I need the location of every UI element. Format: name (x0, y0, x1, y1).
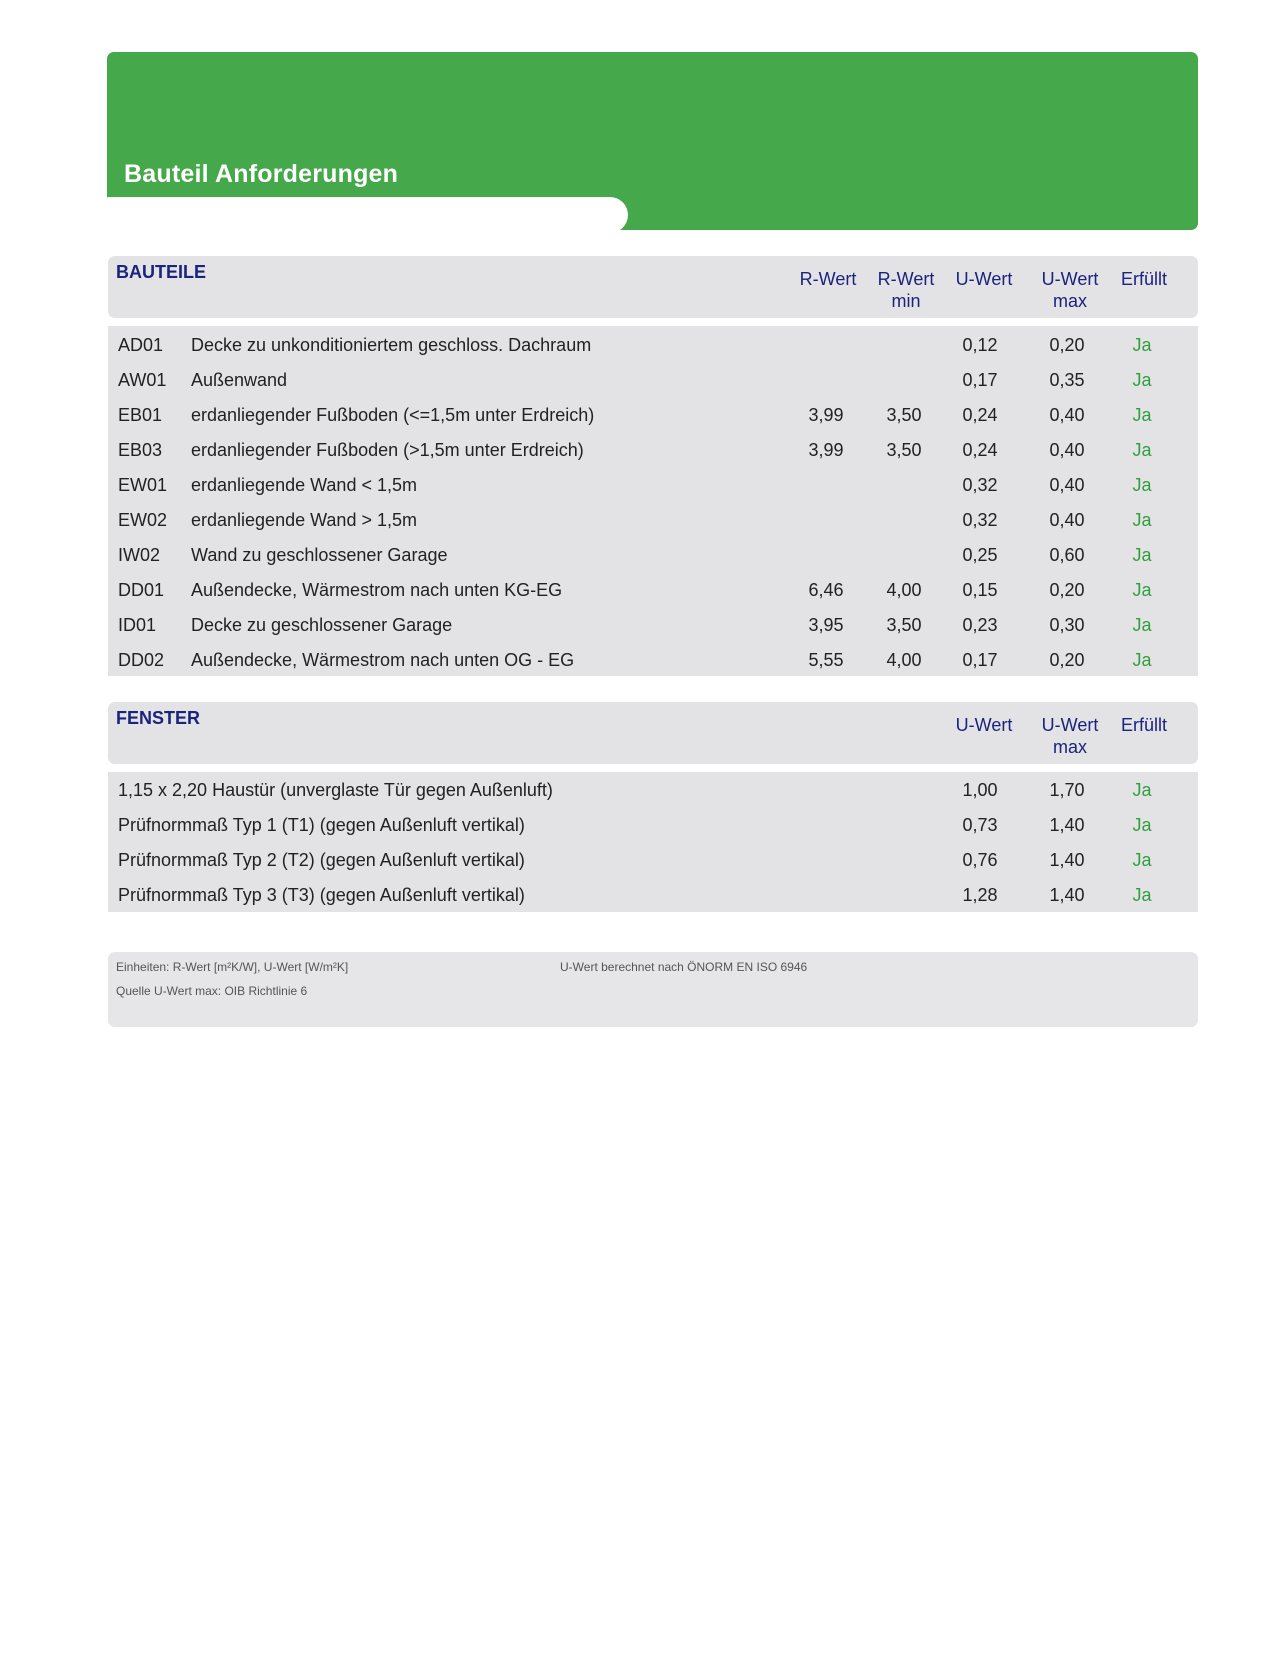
row-u-wert-max: 1,40 (1049, 850, 1085, 870)
row-description: Wand zu geschlossener Garage (191, 545, 448, 565)
bauteile-section-title: BAUTEILE (116, 262, 206, 282)
row-erfuellt: Ja (1132, 780, 1152, 800)
row-description: Außenwand (191, 370, 288, 390)
row-code: AD01 (118, 335, 164, 355)
table-row (108, 608, 1198, 642)
row-u-wert-max: 0,60 (1049, 545, 1085, 565)
row-erfuellt: Ja (1132, 615, 1152, 635)
table-row (108, 468, 1198, 502)
row-u-wert-max: 0,20 (1049, 580, 1085, 600)
column-header-u-wert-max: U-Wert max (1041, 269, 1099, 311)
table-row (108, 538, 1198, 572)
row-u-wert-max: 0,35 (1049, 370, 1085, 390)
row-code: DD01 (118, 580, 165, 600)
row-r-wert: 3,99 (808, 440, 844, 460)
row-u-wert-max: 1,40 (1049, 885, 1085, 905)
units-note: Einheiten: R-Wert [m²K/W], U-Wert [W/m²K] (116, 960, 349, 974)
row-description: Prüfnormmaß Typ 1 (T1) (gegen Außenluft vertikal) (118, 815, 525, 835)
table-row (108, 808, 1198, 842)
row-description: erdanliegender Fußboden (>1,5m unter Erdreich) (191, 440, 584, 460)
fenster-table-header (108, 702, 1198, 764)
column-header-erfuellt: Erfüllt (1120, 269, 1167, 289)
row-u-wert: 0,32 (962, 475, 998, 495)
row-description: erdanliegende Wand < 1,5m (191, 475, 417, 495)
page-title: Bauteil Anforderungen (124, 160, 399, 188)
row-u-wert-max: 0,40 (1049, 405, 1085, 425)
row-u-wert: 0,76 (962, 850, 998, 870)
row-u-wert: 0,73 (962, 815, 998, 835)
row-erfuellt: Ja (1132, 510, 1152, 530)
row-r-wert-min: 3,50 (886, 615, 922, 635)
bauteile-table-body (108, 326, 1198, 676)
row-r-wert: 3,95 (808, 615, 844, 635)
row-u-wert-max: 0,20 (1049, 335, 1085, 355)
row-u-wert: 0,25 (962, 545, 998, 565)
row-code: EB01 (118, 405, 163, 425)
row-code: EW02 (118, 510, 168, 530)
row-description: Decke zu unkonditioniertem geschloss. Dachraum (191, 335, 592, 355)
row-code: AW01 (118, 370, 167, 390)
row-u-wert: 0,12 (962, 335, 998, 355)
row-erfuellt: Ja (1132, 335, 1152, 355)
row-r-wert: 6,46 (808, 580, 844, 600)
row-erfuellt: Ja (1132, 580, 1152, 600)
source-note: Quelle U-Wert max: OIB Richtlinie 6 (116, 984, 308, 998)
row-description: 1,15 x 2,20 Haustür (unverglaste Tür gegen Außenluft) (118, 780, 553, 800)
table-row (108, 328, 1198, 362)
row-code: EB03 (118, 440, 163, 460)
row-u-wert: 0,17 (962, 370, 998, 390)
table-row (108, 643, 1198, 677)
row-erfuellt: Ja (1132, 650, 1152, 670)
row-r-wert-min: 3,50 (886, 405, 922, 425)
column-header-erfuellt: Erfüllt (1120, 715, 1167, 735)
table-row (108, 773, 1198, 807)
row-u-wert: 0,15 (962, 580, 998, 600)
row-code: EW01 (118, 475, 168, 495)
fenster-section-title: FENSTER (116, 708, 201, 728)
report-header (107, 52, 1198, 230)
row-u-wert-max: 0,30 (1049, 615, 1085, 635)
row-description: Decke zu geschlossener Garage (191, 615, 453, 635)
row-u-wert-max: 0,40 (1049, 440, 1085, 460)
row-u-wert-max: 1,70 (1049, 780, 1085, 800)
column-header-u-wert: U-Wert (955, 715, 1013, 735)
row-u-wert: 0,17 (962, 650, 998, 670)
column-header-u-wert-max: U-Wert max (1041, 715, 1099, 757)
row-u-wert: 0,32 (962, 510, 998, 530)
row-u-wert-max: 0,40 (1049, 475, 1085, 495)
row-erfuellt: Ja (1132, 850, 1152, 870)
row-description: Prüfnormmaß Typ 2 (T2) (gegen Außenluft vertikal) (118, 850, 525, 870)
row-code: ID01 (118, 615, 157, 635)
table-row (108, 878, 1198, 912)
row-description: Außendecke, Wärmestrom nach unten KG-EG (191, 580, 563, 600)
row-erfuellt: Ja (1132, 405, 1152, 425)
row-erfuellt: Ja (1132, 545, 1152, 565)
row-u-wert: 1,28 (962, 885, 998, 905)
row-u-wert-max: 1,40 (1049, 815, 1085, 835)
row-u-wert-max: 0,40 (1049, 510, 1085, 530)
redacted-subtitle (105, 197, 628, 233)
table-row (108, 503, 1198, 537)
column-header-r-wert: R-Wert (799, 269, 857, 289)
row-erfuellt: Ja (1132, 370, 1152, 390)
row-description: Außendecke, Wärmestrom nach unten OG - EG (191, 650, 575, 670)
row-r-wert-min: 3,50 (886, 440, 922, 460)
row-u-wert: 1,00 (962, 780, 998, 800)
row-description: erdanliegender Fußboden (<=1,5m unter Erdreich) (191, 405, 595, 425)
row-u-wert: 0,24 (962, 405, 998, 425)
calculation-note: U-Wert berechnet nach ÖNORM EN ISO 6946 (560, 960, 808, 974)
table-row (108, 363, 1198, 397)
row-r-wert: 5,55 (808, 650, 844, 670)
row-description: erdanliegende Wand > 1,5m (191, 510, 417, 530)
row-description: Prüfnormmaß Typ 3 (T3) (gegen Außenluft vertikal) (118, 885, 525, 905)
row-u-wert: 0,23 (962, 615, 998, 635)
row-code: DD02 (118, 650, 165, 670)
footer-notes (108, 952, 1198, 1027)
row-r-wert-min: 4,00 (886, 650, 922, 670)
table-row (108, 573, 1198, 607)
row-erfuellt: Ja (1132, 475, 1152, 495)
table-row (108, 843, 1198, 877)
fenster-table-body (108, 772, 1198, 912)
table-row (108, 433, 1198, 467)
row-r-wert: 3,99 (808, 405, 844, 425)
row-erfuellt: Ja (1132, 440, 1152, 460)
row-erfuellt: Ja (1132, 885, 1152, 905)
row-r-wert-min: 4,00 (886, 580, 922, 600)
row-u-wert: 0,24 (962, 440, 998, 460)
column-header-u-wert: U-Wert (955, 269, 1013, 289)
row-code: IW02 (118, 545, 161, 565)
row-u-wert-max: 0,20 (1049, 650, 1085, 670)
row-erfuellt: Ja (1132, 815, 1152, 835)
table-row (108, 398, 1198, 432)
bauteile-table-header (108, 256, 1198, 318)
column-header-r-wert-min: R-Wert min (877, 269, 935, 311)
